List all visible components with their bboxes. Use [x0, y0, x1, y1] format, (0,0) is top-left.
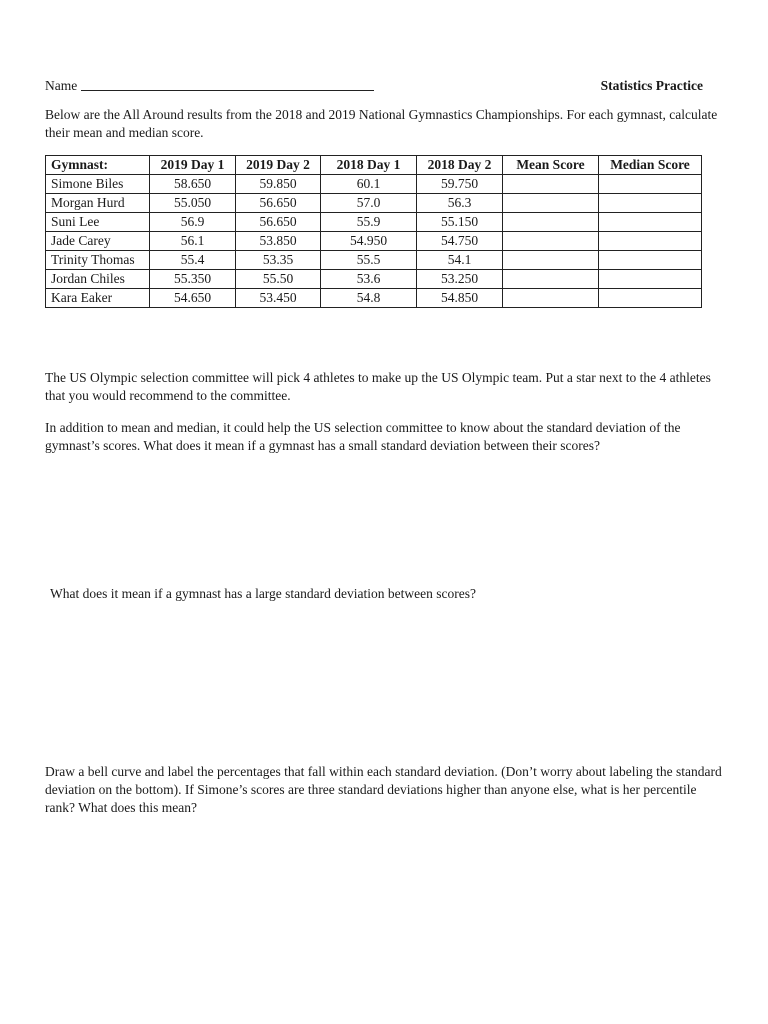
score-2018-day-1: 54.8 — [321, 289, 417, 308]
gymnast-name: Simone Biles — [46, 175, 150, 194]
header-mean-score: Mean Score — [503, 156, 599, 175]
score-2019-day-2: 53.850 — [236, 232, 321, 251]
mean-score-cell[interactable] — [503, 289, 599, 308]
gymnast-name: Trinity Thomas — [46, 251, 150, 270]
question-olympic-selection: The US Olympic selection committee will pick 4 athletes to make up the US Olympic team. Put a star next to the 4 athletes that you would recommend to the committee. — [45, 370, 711, 403]
score-2019-day-2: 59.850 — [236, 175, 321, 194]
gymnast-name: Kara Eaker — [46, 289, 150, 308]
header-2018-day-1: 2018 Day 1 — [321, 156, 417, 175]
gymnast-name: Morgan Hurd — [46, 194, 150, 213]
median-score-cell[interactable] — [599, 194, 702, 213]
score-2018-day-2: 56.3 — [417, 194, 503, 213]
score-2019-day-1: 54.650 — [150, 289, 236, 308]
score-2018-day-2: 54.750 — [417, 232, 503, 251]
header-median-score: Median Score — [599, 156, 702, 175]
mean-score-cell[interactable] — [503, 213, 599, 232]
mean-score-cell[interactable] — [503, 175, 599, 194]
mean-score-cell[interactable] — [503, 270, 599, 289]
median-score-cell[interactable] — [599, 213, 702, 232]
score-2019-day-2: 56.650 — [236, 213, 321, 232]
score-2019-day-1: 55.4 — [150, 251, 236, 270]
header-gymnast: Gymnast: — [46, 156, 150, 175]
table-row — [46, 270, 702, 289]
median-score-cell[interactable] — [599, 289, 702, 308]
question-bell-curve: Draw a bell curve and label the percentages that fall within each standard deviation. (Don’t worry about labeling the standard deviation on the bottom). If Simone’s scores are three standard deviations higher than anyone else, what is her percentile rank? What does this mean? — [45, 764, 722, 815]
table-row — [46, 232, 702, 251]
score-2019-day-1: 56.1 — [150, 232, 236, 251]
score-2018-day-2: 59.750 — [417, 175, 503, 194]
name-blank-line[interactable] — [81, 76, 374, 91]
score-2019-day-2: 53.450 — [236, 289, 321, 308]
score-2018-day-2: 54.850 — [417, 289, 503, 308]
page-title: Statistics Practice — [600, 78, 703, 93]
score-2018-day-2: 54.1 — [417, 251, 503, 270]
scores-table — [45, 155, 702, 308]
score-2018-day-1: 55.9 — [321, 213, 417, 232]
table-row — [46, 289, 702, 308]
score-2018-day-1: 54.950 — [321, 232, 417, 251]
question-small-standard-deviation: In addition to mean and median, it could help the US selection committee to know about the standard deviation of the gymnast’s scores. What does it mean if a gymnast has a small standard deviation between their scores? — [45, 420, 681, 453]
median-score-cell[interactable] — [599, 270, 702, 289]
table-row — [46, 251, 702, 270]
gymnast-name: Suni Lee — [46, 213, 150, 232]
score-2018-day-1: 57.0 — [321, 194, 417, 213]
score-2018-day-1: 53.6 — [321, 270, 417, 289]
table-row — [46, 213, 702, 232]
header-2018-day-2: 2018 Day 2 — [417, 156, 503, 175]
mean-score-cell[interactable] — [503, 232, 599, 251]
median-score-cell[interactable] — [599, 232, 702, 251]
gymnast-name: Jade Carey — [46, 232, 150, 251]
score-2019-day-2: 53.35 — [236, 251, 321, 270]
score-2019-day-1: 55.050 — [150, 194, 236, 213]
score-2019-day-1: 58.650 — [150, 175, 236, 194]
score-2019-day-2: 55.50 — [236, 270, 321, 289]
header-2019-day-1: 2019 Day 1 — [150, 156, 236, 175]
intro-paragraph: Below are the All Around results from the 2018 and 2019 National Gymnastics Championships. For each gymnast, calculate their mean and median score. — [45, 107, 718, 140]
table-row — [46, 175, 702, 194]
gymnast-name: Jordan Chiles — [46, 270, 150, 289]
mean-score-cell[interactable] — [503, 251, 599, 270]
score-2019-day-1: 55.350 — [150, 270, 236, 289]
table-row — [46, 194, 702, 213]
mean-score-cell[interactable] — [503, 194, 599, 213]
score-2018-day-2: 53.250 — [417, 270, 503, 289]
score-2018-day-1: 55.5 — [321, 251, 417, 270]
median-score-cell[interactable] — [599, 175, 702, 194]
table-header-row — [46, 156, 702, 175]
score-2018-day-1: 60.1 — [321, 175, 417, 194]
score-2019-day-2: 56.650 — [236, 194, 321, 213]
header-2019-day-2: 2019 Day 2 — [236, 156, 321, 175]
score-2018-day-2: 55.150 — [417, 213, 503, 232]
name-label: Name — [45, 78, 78, 93]
score-2019-day-1: 56.9 — [150, 213, 236, 232]
median-score-cell[interactable] — [599, 251, 702, 270]
question-large-standard-deviation: What does it mean if a gymnast has a large standard deviation between scores? — [50, 586, 476, 601]
